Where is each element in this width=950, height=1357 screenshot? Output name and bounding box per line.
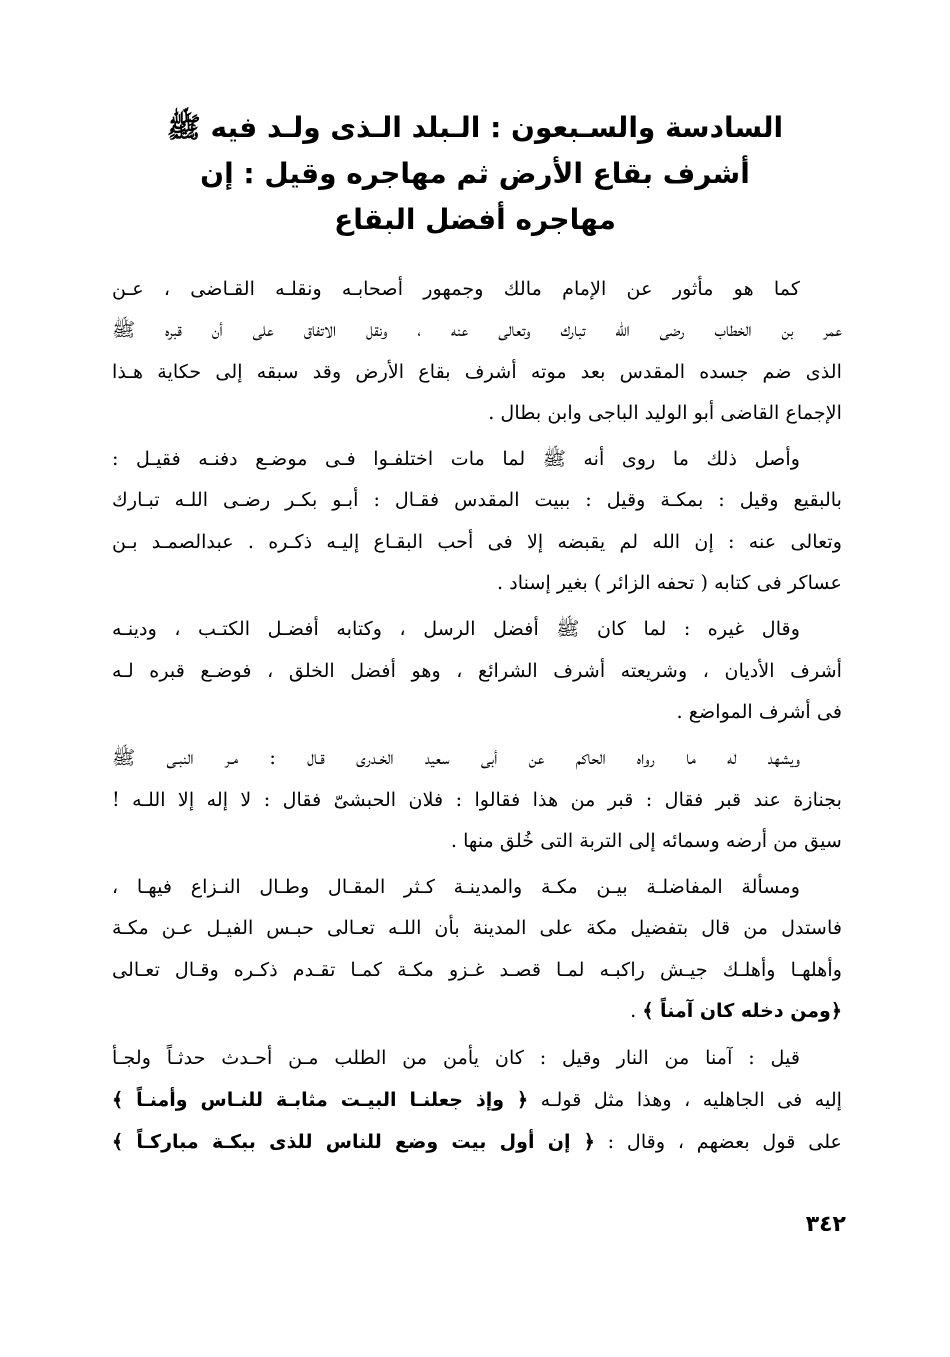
text-line: عساكر فى كتابه ( تحفه الزائر ) بغير إسناد . — [497, 571, 842, 595]
text-line: بجنازة عند قبر فقال : قبر من هذا فقالوا : فلان الحبشىّ فقال : لا إله إلا اللـه ! — [112, 787, 842, 811]
page-number: ٣٤٢ — [805, 1212, 846, 1237]
text-line — [112, 1121, 842, 1163]
text-line — [112, 1079, 842, 1121]
text-line: الإجماع القاضى أبو الوليد الباجى وابن بطال . — [488, 400, 842, 424]
paragraph-1 — [112, 268, 842, 433]
text-line: الذى ضم جسده المقدس بعد موته أشرف بقاع الأرض وقد سبقه إلى حكاية هـذا — [112, 359, 842, 383]
paragraph-6 — [112, 1037, 842, 1163]
text-line: ومسألة المفاضلـة بيـن مكـة والمدينـة كـثر المقـال وطـال النـزاع فيهـا ، — [112, 875, 800, 899]
heading-line-3: مهاجره أفضل البقاع — [334, 203, 616, 236]
text-line: ويشهد له ما رواه الحاكم عن أبى سعيد الخـدرى قـال : مـر النبـى ﷺ — [112, 746, 800, 770]
text-line: فى أشرف المواضع . — [676, 699, 842, 723]
paragraph-3 — [112, 608, 842, 732]
text-prefix: على قول بعضهم ، وقال : — [594, 1129, 842, 1153]
paragraph-4 — [112, 737, 842, 861]
heading-line-2: أشرف بقاع الأرض ثم مهاجره وقيل : إن — [200, 157, 750, 190]
text-line: وقال غيره : لما كان ﷺ أفضل الرسل ، وكتابه أفضـل الكتـب ، ودينـه — [112, 617, 800, 641]
quran-quote: ﴿ومن دخله كان آمناً ﴾ — [642, 1000, 842, 1023]
text-line: كما هو مأثور عن الإمام مالك وجمهور أصحابـه ونقلـه القـاضى ، عـن — [112, 277, 800, 300]
text-line: وأصل ذلك ما روى أنه ﷺ لما مات اختلفـوا فـى موضـع دفنـه فقيـل : — [112, 447, 800, 471]
text-line: بالبقيع وقيل : بمكـة وقيل : ببيت المقدس فقـال : أبـو بكـر رضـى اللـه تبـارك — [112, 488, 842, 512]
text-line: عمر بن الخطاب رضى الله تبارك وتعالى عنه ، ونقل الاتفاق على أن قبره ﷺ — [112, 318, 842, 342]
text-suffix: . — [630, 999, 643, 1023]
paragraph-2 — [112, 438, 842, 603]
quran-quote: ﴿ وإذ جعلنـا البيـت مثابـة للنـاس وأمنـاً ﴾ — [112, 1088, 529, 1111]
heading-line-1: السادسة والسـبعون : الـبلد الـذى ولـد فيه ﷺ — [166, 111, 784, 144]
paragraph-5 — [112, 866, 842, 1032]
text-line: فاستدل من قال بتفضيل مكة على المدينة بأن اللـه تعـالى حبـس الفيـل عـن مكـة — [112, 916, 842, 940]
quran-quote: ﴿ إن أول بيت وضع للناس للذى ببكـة مباركـاً ﴾ — [112, 1130, 595, 1153]
text-line: قيل : آمنا من النار وقيل : كان يأمن من الطلب مـن أحـدث حدثـاً ولجـأ — [112, 1046, 800, 1070]
text-line: وتعالى عنه : إن الله لم يقبضه إلا فى أحب البقـاع إليـه ذكـره . عبدالصمـد بـن — [112, 529, 842, 553]
text-line: وأهلهـا وأهلـك جيـش راكبـه لمـا قصـد غـزو مكـة كمـا تقـدم ذكـره وقـال تعـالى — [112, 957, 842, 981]
text-line — [112, 990, 842, 1032]
text-line: سيق من أرضه وسمائه إلى التربة التى خُلق منها . — [450, 828, 842, 852]
body-text — [112, 268, 842, 1163]
text-line: أشرف الأديان ، وشريعته أشرف الشرائع ، وهو أفضل الخلق ، فوضـع قبره لـه — [112, 658, 842, 682]
text-prefix: إليه فى الجاهليه ، وهذا مثل قولـه — [528, 1087, 842, 1111]
chapter-heading — [120, 105, 830, 243]
